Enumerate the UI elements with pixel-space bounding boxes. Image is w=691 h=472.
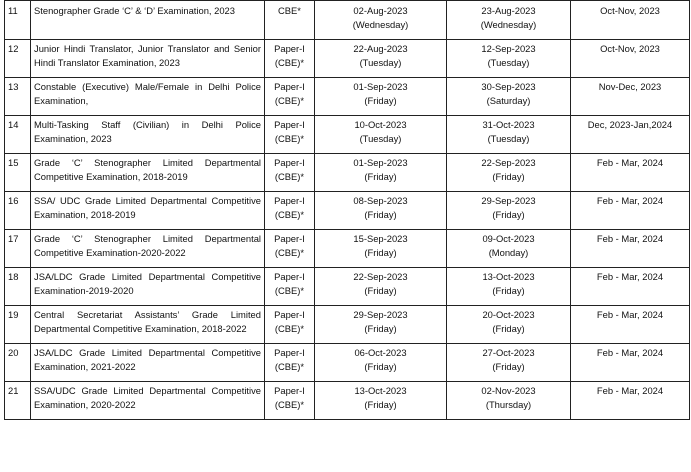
end-day: (Thursday) — [485, 398, 532, 410]
examination-name-cell — [31, 382, 265, 420]
serial-number: 15 — [8, 157, 19, 168]
serial-number-cell — [5, 116, 31, 154]
start-date: 02-Aug-2023 — [353, 5, 408, 16]
tentative-result: Feb - Mar, 2024 — [596, 385, 664, 396]
serial-number: 13 — [8, 81, 19, 92]
exam-mode-cell — [265, 154, 315, 192]
end-date: 13-Oct-2023 — [482, 271, 535, 282]
examination-name: Constable (Executive) Male/Female in Delhi Police Examination, — [34, 81, 261, 106]
start-day: (Friday) — [364, 208, 397, 220]
examination-name-cell — [31, 268, 265, 306]
end-date-cell — [447, 1, 571, 40]
serial-number-cell — [5, 268, 31, 306]
end-date-cell — [447, 230, 571, 268]
exam-mode-line-1: Paper-I — [274, 157, 305, 168]
table-row — [5, 344, 690, 382]
start-date: 08-Sep-2023 — [353, 195, 408, 206]
end-day: (Friday) — [492, 284, 525, 296]
end-day: (Monday) — [488, 246, 529, 258]
serial-number-cell — [5, 1, 31, 40]
examination-name-cell — [31, 306, 265, 344]
exam-mode-line-2: (CBE)* — [274, 56, 305, 68]
examination-name-cell — [31, 1, 265, 40]
examination-name: Central Secretariat Assistants’ Grade Limited Departmental Competitive Examination, 2018-2022 — [34, 309, 261, 334]
tentative-result: Feb - Mar, 2024 — [596, 309, 664, 320]
serial-number: 16 — [8, 195, 19, 206]
serial-number-cell — [5, 230, 31, 268]
start-date-cell — [315, 116, 447, 154]
exam-mode-cell — [265, 116, 315, 154]
start-day: (Tuesday) — [359, 132, 402, 144]
end-day: (Friday) — [492, 322, 525, 334]
serial-number: 21 — [8, 385, 19, 396]
exam-mode-line-1: Paper-I — [274, 385, 305, 396]
examination-name: Grade ‘C’ Stenographer Limited Departmental Competitive Examination, 2018-2019 — [34, 157, 261, 182]
exam-mode-cell — [265, 230, 315, 268]
start-day: (Friday) — [364, 322, 397, 334]
exam-mode-cell — [265, 40, 315, 78]
end-date: 22-Sep-2023 — [481, 157, 536, 168]
tentative-result-cell — [571, 78, 690, 116]
end-date: 12-Sep-2023 — [481, 43, 536, 54]
serial-number-cell — [5, 192, 31, 230]
exam-mode-cell — [265, 306, 315, 344]
serial-number-cell — [5, 344, 31, 382]
start-date: 15-Sep-2023 — [353, 233, 408, 244]
serial-number-cell — [5, 78, 31, 116]
end-date-cell — [447, 344, 571, 382]
tentative-result-cell — [571, 1, 690, 40]
exam-mode-cell — [265, 1, 315, 40]
exam-mode-cell — [265, 344, 315, 382]
start-date: 22-Aug-2023 — [353, 43, 408, 54]
tentative-result-cell — [571, 154, 690, 192]
start-day: (Friday) — [364, 284, 397, 296]
serial-number-cell — [5, 382, 31, 420]
start-date: 13-Oct-2023 — [354, 385, 407, 396]
tentative-result-cell — [571, 382, 690, 420]
tentative-result-cell — [571, 192, 690, 230]
exam-mode-line-1: Paper-I — [274, 309, 305, 320]
table-row — [5, 116, 690, 154]
end-day: (Friday) — [492, 170, 525, 182]
examination-name-cell — [31, 78, 265, 116]
examination-name: SSA/UDC Grade Limited Departmental Competitive Examination, 2020-2022 — [34, 385, 261, 410]
end-day: (Tuesday) — [487, 132, 530, 144]
start-date-cell — [315, 78, 447, 116]
end-day: (Saturday) — [486, 94, 531, 106]
start-date: 01-Sep-2023 — [353, 157, 408, 168]
table-row — [5, 40, 690, 78]
tentative-result: Feb - Mar, 2024 — [596, 233, 664, 244]
end-date: 31-Oct-2023 — [482, 119, 535, 130]
examination-name: Junior Hindi Translator, Junior Translator and Senior Hindi Translator Examination, 2023 — [34, 43, 261, 68]
examination-name: Multi-Tasking Staff (Civilian) in Delhi Police Examination, 2023 — [34, 119, 261, 144]
exam-mode-line-2: (CBE)* — [274, 94, 305, 106]
examination-name: JSA/LDC Grade Limited Departmental Competitive Examination-2019-2020 — [34, 271, 261, 296]
start-date-cell — [315, 1, 447, 40]
end-date: 02-Nov-2023 — [481, 385, 536, 396]
serial-number: 20 — [8, 347, 19, 358]
exam-mode-line-1: Paper-I — [274, 347, 305, 358]
start-day: (Friday) — [364, 398, 397, 410]
exam-schedule-body — [5, 1, 690, 420]
exam-mode-line-2: (CBE)* — [274, 322, 305, 334]
start-date: 10-Oct-2023 — [354, 119, 407, 130]
table-row — [5, 230, 690, 268]
end-day: (Friday) — [492, 208, 525, 220]
examination-name-cell — [31, 344, 265, 382]
examination-name: Grade ‘C’ Stenographer Limited Departmental Competitive Examination-2020-2022 — [34, 233, 261, 258]
serial-number: 14 — [8, 119, 19, 130]
end-day: (Friday) — [492, 360, 525, 372]
exam-mode-line-2: (CBE)* — [274, 360, 305, 372]
exam-mode-line-2: (CBE)* — [274, 170, 305, 182]
start-date-cell — [315, 344, 447, 382]
serial-number-cell — [5, 154, 31, 192]
end-day: (Wednesday) — [480, 18, 537, 30]
exam-mode-line-1: Paper-I — [274, 233, 305, 244]
start-date-cell — [315, 192, 447, 230]
tentative-result: Feb - Mar, 2024 — [596, 347, 664, 358]
tentative-result: Feb - Mar, 2024 — [596, 271, 664, 282]
exam-mode-line-1: Paper-I — [274, 119, 305, 130]
exam-mode-line-1: Paper-I — [274, 195, 305, 206]
table-row — [5, 268, 690, 306]
start-date: 01-Sep-2023 — [353, 81, 408, 92]
start-date-cell — [315, 40, 447, 78]
start-day: (Friday) — [364, 246, 397, 258]
start-date-cell — [315, 268, 447, 306]
serial-number: 18 — [8, 271, 19, 282]
start-date: 06-Oct-2023 — [354, 347, 407, 358]
exam-mode-line-2: (CBE)* — [274, 246, 305, 258]
table-row — [5, 154, 690, 192]
end-date-cell — [447, 382, 571, 420]
end-date-cell — [447, 116, 571, 154]
serial-number-cell — [5, 40, 31, 78]
tentative-result-cell — [571, 116, 690, 154]
tentative-result: Oct-Nov, 2023 — [600, 43, 660, 54]
exam-mode-line-2: (CBE)* — [274, 132, 305, 144]
examination-name: SSA/ UDC Grade Limited Departmental Competitive Examination, 2018-2019 — [34, 195, 261, 220]
start-day: (Friday) — [364, 94, 397, 106]
exam-mode-line-2: (CBE)* — [274, 284, 305, 296]
end-date: 09-Oct-2023 — [482, 233, 535, 244]
tentative-result: Oct-Nov, 2023 — [600, 5, 660, 16]
exam-mode-line-2: (CBE)* — [274, 398, 305, 410]
tentative-result-cell — [571, 344, 690, 382]
exam-mode-cell — [265, 382, 315, 420]
start-day: (Tuesday) — [359, 56, 402, 68]
table-row — [5, 192, 690, 230]
serial-number: 17 — [8, 233, 19, 244]
exam-mode-line-1: CBE* — [278, 5, 301, 16]
examination-name: Stenographer Grade ‘C’ & ‘D’ Examination, 2023 — [34, 5, 235, 16]
end-date: 20-Oct-2023 — [482, 309, 535, 320]
examination-name-cell — [31, 40, 265, 78]
end-date-cell — [447, 268, 571, 306]
end-date: 23-Aug-2023 — [481, 5, 536, 16]
tentative-result: Dec, 2023-Jan,2024 — [587, 119, 673, 130]
tentative-result-cell — [571, 230, 690, 268]
table-row — [5, 1, 690, 40]
exam-mode-line-1: Paper-I — [274, 43, 305, 54]
start-date-cell — [315, 230, 447, 268]
end-date-cell — [447, 78, 571, 116]
start-day: (Wednesday) — [352, 18, 409, 30]
examination-name-cell — [31, 192, 265, 230]
table-row — [5, 306, 690, 344]
examination-name: JSA/LDC Grade Limited Departmental Competitive Examination, 2021-2022 — [34, 347, 261, 372]
start-day: (Friday) — [364, 170, 397, 182]
end-day: (Tuesday) — [487, 56, 530, 68]
serial-number-cell — [5, 306, 31, 344]
end-date-cell — [447, 154, 571, 192]
table-row — [5, 382, 690, 420]
end-date: 29-Sep-2023 — [481, 195, 536, 206]
start-date-cell — [315, 382, 447, 420]
exam-mode-line-1: Paper-I — [274, 81, 305, 92]
end-date-cell — [447, 306, 571, 344]
tentative-result-cell — [571, 40, 690, 78]
end-date: 30-Sep-2023 — [481, 81, 536, 92]
end-date-cell — [447, 40, 571, 78]
end-date: 27-Oct-2023 — [482, 347, 535, 358]
start-date-cell — [315, 154, 447, 192]
examination-name-cell — [31, 154, 265, 192]
exam-mode-cell — [265, 268, 315, 306]
tentative-result-cell — [571, 268, 690, 306]
exam-mode-line-1: Paper-I — [274, 271, 305, 282]
exam-schedule-table — [4, 0, 690, 420]
start-date-cell — [315, 306, 447, 344]
serial-number: 12 — [8, 43, 19, 54]
exam-mode-cell — [265, 192, 315, 230]
table-row — [5, 78, 690, 116]
serial-number: 11 — [8, 5, 18, 16]
examination-name-cell — [31, 230, 265, 268]
start-date: 29-Sep-2023 — [353, 309, 408, 320]
tentative-result: Feb - Mar, 2024 — [596, 157, 664, 168]
start-date: 22-Sep-2023 — [353, 271, 408, 282]
tentative-result-cell — [571, 306, 690, 344]
end-date-cell — [447, 192, 571, 230]
exam-mode-cell — [265, 78, 315, 116]
start-day: (Friday) — [364, 360, 397, 372]
tentative-result: Feb - Mar, 2024 — [596, 195, 664, 206]
examination-name-cell — [31, 116, 265, 154]
exam-mode-line-2: (CBE)* — [274, 208, 305, 220]
serial-number: 19 — [8, 309, 19, 320]
tentative-result: Nov-Dec, 2023 — [598, 81, 662, 92]
